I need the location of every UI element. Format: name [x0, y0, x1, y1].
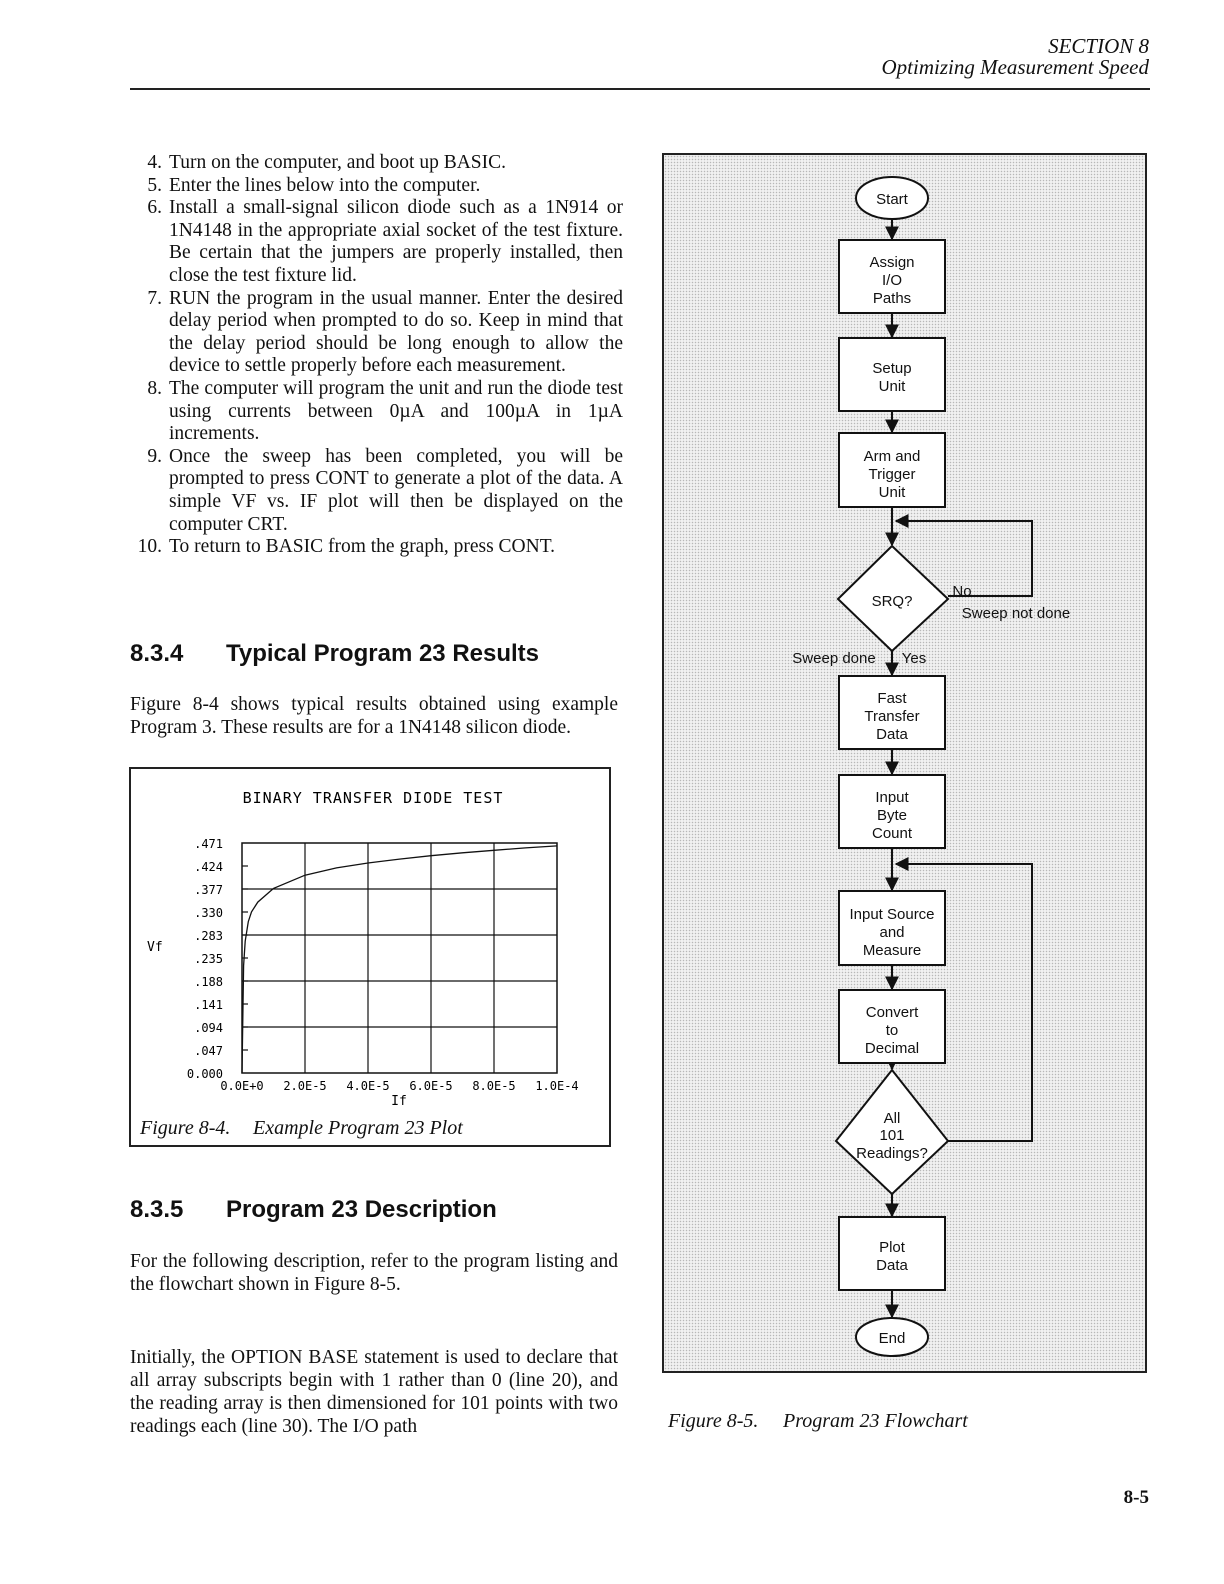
section-835-body-2: Initially, the OPTION BASE statement is used to declare that all array subscripts begin with 1 rather than 0 (line 20), and the reading array is then dimensioned for 101 points with two readings each (line 30). The I/O path — [130, 1347, 618, 1437]
flow-fast-line2: Transfer — [864, 708, 920, 725]
flow-all-line3: Readings? — [856, 1145, 928, 1162]
y-tick-label: .283 — [194, 929, 223, 943]
flow-fast-line1: Fast — [877, 690, 907, 707]
x-tick-label: 2.0E-5 — [283, 1079, 327, 1093]
x-tick-label: 4.0E-5 — [346, 1079, 390, 1093]
y-tick-label: .235 — [194, 952, 223, 966]
y-tick-label: 0.000 — [186, 1067, 223, 1081]
section-834-body: Figure 8-4 shows typical results obtained using example Program 3. These results are for a 1N4148 silicon diode. — [130, 694, 618, 738]
flow-input-source-line2: and — [879, 924, 905, 941]
flow-all-line2: 101 — [879, 1127, 905, 1144]
list-item: 7. RUN the program in the usual manner. Enter the desired delay period when prompted to do so. Keep in mind that the delay period should be long enough to allow the device to settle properly before each measurement. — [147, 287, 623, 377]
section-subtitle: Optimizing Measurement Speed — [881, 55, 1149, 79]
plot-title: BINARY TRANSFER DIODE TEST — [242, 789, 504, 807]
flow-convert-line1: Convert — [865, 1004, 919, 1021]
flow-input-byte-line3: Count — [871, 825, 913, 842]
list-item: 8. The computer will program the unit and run the diode test using currents between 0µA and 100µA in 1µA increments. — [147, 377, 623, 445]
section-heading-834: 8.3.4 Typical Program 23 Results — [130, 640, 540, 667]
flow-sweep-not-done: Sweep not done — [961, 605, 1071, 622]
y-tick-label: .047 — [194, 1044, 223, 1058]
section-heading-835: 8.3.5 Program 23 Description — [130, 1196, 497, 1223]
y-tick-label: .141 — [194, 998, 223, 1012]
flow-convert-line3: Decimal — [864, 1040, 920, 1057]
flow-setup-line1: Setup — [872, 360, 912, 377]
figure-8-4-caption: Figure 8-4. Example Program 23 Plot — [140, 1117, 463, 1139]
diode-plot — [131, 769, 609, 1145]
list-item: 10. To return to BASIC from the graph, press CONT. — [137, 536, 556, 558]
list-item: 5. Enter the lines below into the computer. — [147, 174, 481, 196]
flow-assign-line2: I/O — [881, 272, 903, 289]
steps-list — [128, 152, 623, 559]
x-tick-label: 1.0E-4 — [535, 1079, 579, 1093]
figure-8-4 — [129, 767, 611, 1147]
flow-plot-line1: Plot — [879, 1239, 905, 1256]
flow-arm-line3: Unit — [878, 484, 906, 501]
flow-arm-line1: Arm and — [863, 448, 921, 465]
flow-no-label: No — [952, 583, 972, 600]
flow-convert-line2: to — [885, 1022, 899, 1039]
flow-assign-line3: Paths — [872, 290, 912, 307]
page-number: 8-5 — [1123, 1487, 1149, 1508]
flow-start: Start — [876, 191, 908, 208]
x-tick-label: 8.0E-5 — [472, 1079, 516, 1093]
plot-frame — [242, 843, 557, 1073]
flow-fast-line3: Data — [876, 726, 908, 743]
y-tick-label: .330 — [194, 906, 223, 920]
series-line-vf — [242, 846, 557, 1073]
flow-plot-line2: Data — [876, 1257, 908, 1274]
x-tick-label: 0.0E+0 — [220, 1079, 264, 1093]
flow-input-byte-line1: Input — [875, 789, 909, 806]
y-tick-label: .424 — [194, 860, 223, 874]
section-835-body-1: For the following description, refer to the program listing and the flowchart shown in Figure 8-5. — [130, 1251, 618, 1295]
flow-assign-line1: Assign — [869, 254, 915, 271]
flow-setup-line2: Unit — [878, 378, 906, 395]
y-tick-label: .188 — [194, 975, 223, 989]
y-axis-label: Vf — [147, 940, 163, 955]
flowchart — [664, 155, 1145, 1371]
y-tick-label: .094 — [194, 1021, 223, 1035]
header-rule — [130, 88, 1150, 90]
flow-all-line1: All — [883, 1110, 901, 1127]
flow-sweep-done: Sweep done — [792, 650, 876, 667]
flow-end: End — [878, 1330, 906, 1347]
x-tick-label: 6.0E-5 — [409, 1079, 453, 1093]
flow-input-byte-line2: Byte — [876, 807, 908, 824]
x-axis-label: If — [391, 1094, 407, 1109]
list-item: 9. Once the sweep has been completed, you will be prompted to press CONT to generate a plot of the data. A simple VF vs. IF plot will then be displayed on the computer CRT. — [147, 445, 623, 535]
section-label: SECTION 8 — [1048, 34, 1149, 58]
flow-yes-label: Yes — [901, 650, 927, 667]
flow-arm-line2: Trigger — [868, 466, 916, 483]
flow-input-source-line1: Input Source — [849, 906, 935, 923]
list-item: 4. Turn on the computer, and boot up BASIC. — [147, 152, 507, 173]
figure-8-5 — [662, 153, 1147, 1373]
list-item: 6. Install a small-signal silicon diode such as a 1N914 or 1N4148 in the appropriate axial socket of the test fixture. Be certain that the jumpers are properly installed, then close the test fixture lid. — [147, 197, 623, 286]
y-tick-label: .377 — [194, 883, 223, 897]
flow-input-source-line3: Measure — [862, 942, 922, 959]
y-tick-label: .471 — [194, 837, 223, 851]
flow-srq: SRQ? — [871, 593, 913, 610]
figure-8-5-caption: Figure 8-5. Program 23 Flowchart — [668, 1410, 968, 1432]
